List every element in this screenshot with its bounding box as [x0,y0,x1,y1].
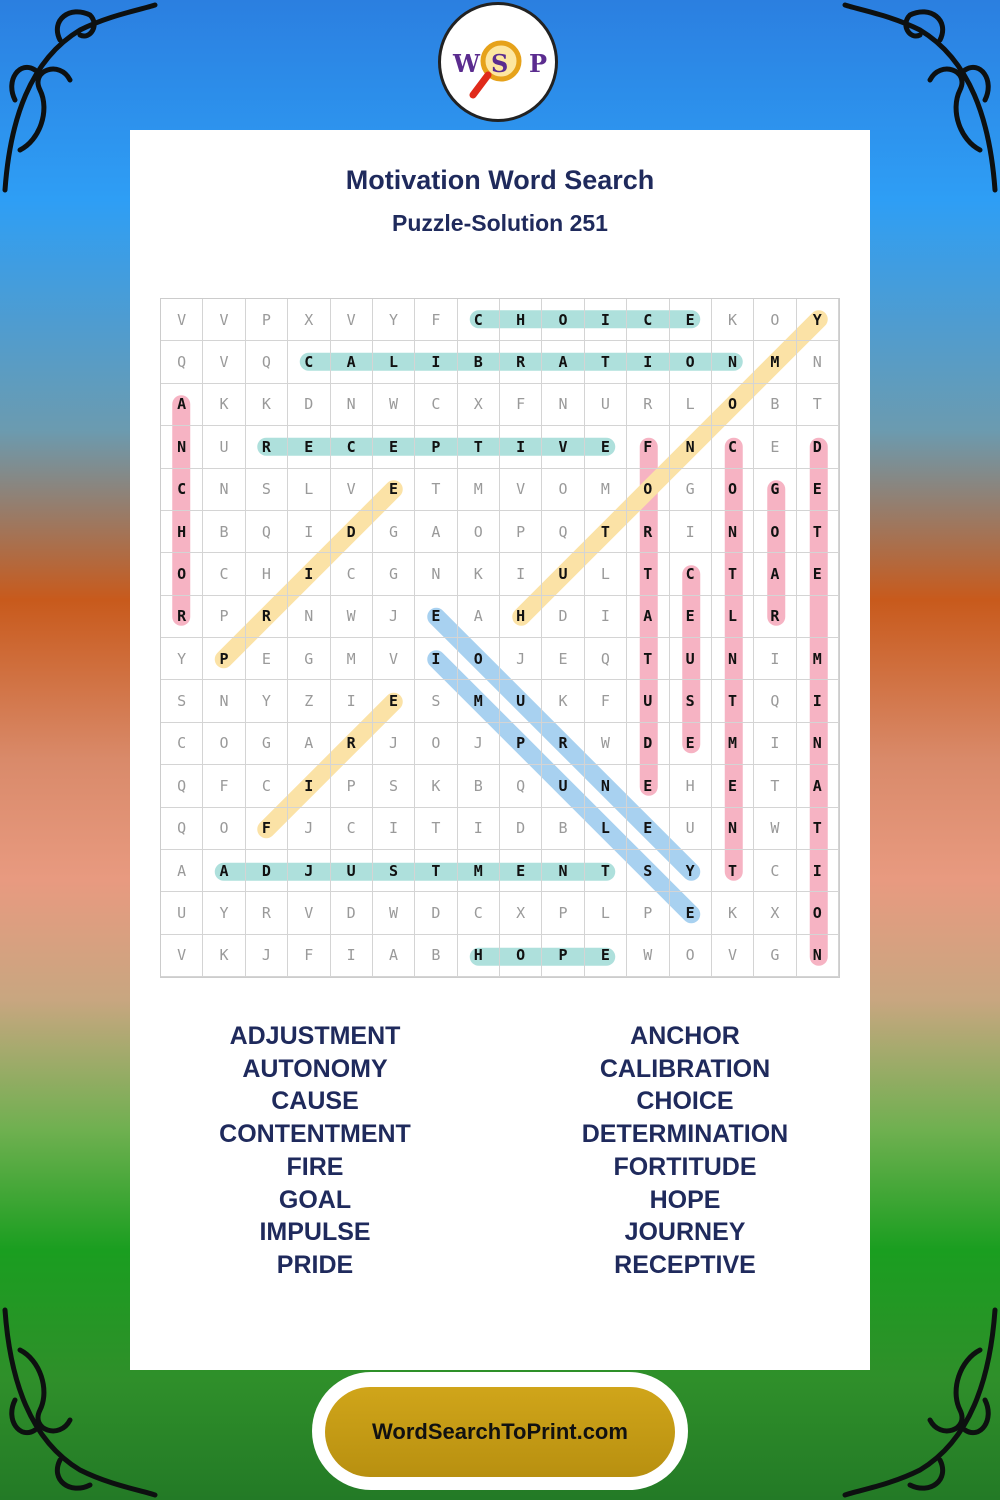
word-list-item: RECEPTIVE [614,1250,756,1279]
grid-cell: K [415,765,457,807]
grid-cell: T [797,511,839,553]
grid-cell: Q [161,808,203,850]
grid-cell: O [627,469,669,511]
grid-cell: S [161,680,203,722]
word-list [130,1020,870,1282]
grid-cell: N [797,935,839,977]
grid-cell: A [203,850,245,892]
grid-cell: C [161,723,203,765]
word-list-item: AUTONOMY [242,1054,388,1083]
grid-cell: C [288,341,330,383]
grid-cell: O [670,341,712,383]
grid-cell: S [373,765,415,807]
grid-cell: A [458,596,500,638]
word-list-item: GOAL [278,1185,352,1214]
grid-cell: I [754,723,796,765]
grid-cell: E [670,596,712,638]
grid-cell: O [670,935,712,977]
grid-cell: O [754,299,796,341]
grid-cell: D [797,426,839,468]
grid-cell: N [203,469,245,511]
site-logo[interactable] [438,2,558,122]
grid-cell [797,596,839,638]
grid-cell: N [161,426,203,468]
grid-cell: K [712,299,754,341]
grid-cell: O [754,511,796,553]
word-list-item: PRIDE [276,1250,354,1279]
grid-cell: R [161,596,203,638]
grid-cell: M [458,850,500,892]
grid-cell: L [585,892,627,934]
grid-cell: Q [754,680,796,722]
grid-cell: E [542,638,584,680]
grid-cell: C [415,384,457,426]
grid-cell: U [161,892,203,934]
grid-cell: S [627,850,669,892]
grid-cell: L [373,341,415,383]
grid-cell: N [797,341,839,383]
grid-cell: F [500,384,542,426]
grid-cell: V [161,935,203,977]
grid-cell: E [797,553,839,595]
grid-cell: R [331,723,373,765]
grid-cell: E [373,680,415,722]
grid-cell: E [627,808,669,850]
grid-cell: T [712,850,754,892]
grid-cell: I [415,638,457,680]
grid-cell: V [288,892,330,934]
grid-cell: V [331,469,373,511]
grid-cell: Y [203,892,245,934]
grid-cell: W [627,935,669,977]
grid-cell: Q [161,341,203,383]
grid-cell: F [627,426,669,468]
grid-cell: V [331,299,373,341]
grid-cell: X [288,299,330,341]
grid-cell: D [331,892,373,934]
grid-cell: P [415,426,457,468]
grid-cell: G [670,469,712,511]
grid-cell: A [161,850,203,892]
grid-cell: I [627,341,669,383]
grid-cell: P [627,892,669,934]
grid-cell: N [712,511,754,553]
grid-cell: M [712,723,754,765]
grid-cell: R [246,426,288,468]
grid-cell: Y [246,680,288,722]
grid-cell: U [331,850,373,892]
grid-cell: I [797,850,839,892]
grid-cell: D [500,808,542,850]
grid-cell: S [246,469,288,511]
grid-cell: R [500,341,542,383]
grid-cell: C [754,850,796,892]
grid-cell: G [246,723,288,765]
grid-cell: H [246,553,288,595]
grid-cell: E [585,426,627,468]
word-list-item: DETERMINATION [581,1120,789,1149]
grid-cell: I [288,765,330,807]
grid-cell: P [542,892,584,934]
grid-cell: O [161,553,203,595]
word-list-item: CONTENTMENT [219,1120,411,1149]
grid-cell: I [754,638,796,680]
grid-cell: T [627,638,669,680]
grid-cell: B [542,808,584,850]
grid-cell: A [754,553,796,595]
grid-cell: E [670,892,712,934]
grid-cell: Y [161,638,203,680]
grid-cell: Q [246,511,288,553]
grid-cell: C [331,553,373,595]
grid-cell: D [415,892,457,934]
grid-cell: N [585,765,627,807]
grid-cell: C [670,553,712,595]
grid-cell: Q [246,341,288,383]
grid-cell: R [542,723,584,765]
grid-cell: M [331,638,373,680]
grid-cell: C [627,299,669,341]
grid-cell: T [627,553,669,595]
grid-cell: V [203,299,245,341]
grid-cell: T [585,511,627,553]
grid-cell: P [203,596,245,638]
grid-cell: G [288,638,330,680]
grid-cell: B [458,765,500,807]
grid-cell: B [415,935,457,977]
grid-cell: H [500,596,542,638]
page-title: Motivation Word Search [345,165,655,195]
grid-cell: E [373,469,415,511]
grid-cell: T [585,850,627,892]
grid-cell: U [500,680,542,722]
grid-cell: I [288,511,330,553]
grid-cell: L [585,808,627,850]
grid-cell: R [246,892,288,934]
grid-cell: J [373,596,415,638]
grid-cell: P [246,299,288,341]
grid-cell: U [203,426,245,468]
grid-cell: Q [542,511,584,553]
grid-cell: L [585,553,627,595]
word-list-item: JOURNEY [624,1218,746,1247]
grid-cell: I [585,299,627,341]
grid-cell: T [754,765,796,807]
grid-cell: V [500,469,542,511]
grid-cell: V [161,299,203,341]
grid-cell: F [288,935,330,977]
grid-cell: T [458,426,500,468]
grid-cell: P [203,638,245,680]
grid-cell: K [246,384,288,426]
grid-cell: J [288,808,330,850]
grid-cell: N [712,808,754,850]
grid-cell: L [670,384,712,426]
grid-cell: X [500,892,542,934]
grid-cell: L [288,469,330,511]
grid-cell: I [458,808,500,850]
grid-cell: P [500,511,542,553]
grid-cell: E [288,426,330,468]
grid-cell: U [542,553,584,595]
grid-cell: W [754,808,796,850]
grid-cell: A [331,341,373,383]
grid-cell: C [712,426,754,468]
grid-cell: N [288,596,330,638]
grid-cell: E [500,850,542,892]
grid-cell: O [712,469,754,511]
grid-cell: H [458,935,500,977]
grid-cell: M [458,680,500,722]
grid-cell: A [288,723,330,765]
grid-cell: T [797,808,839,850]
grid-cell: U [585,384,627,426]
word-list-item: IMPULSE [259,1218,371,1247]
grid-cell: E [670,299,712,341]
grid-cell: T [415,469,457,511]
grid-cell: Z [288,680,330,722]
grid-cell: B [754,384,796,426]
grid-cell: U [670,638,712,680]
word-list-item: CALIBRATION [599,1054,771,1083]
grid-cell: N [415,553,457,595]
grid-cell: T [585,341,627,383]
grid-cell: D [288,384,330,426]
grid-cell: V [373,638,415,680]
grid-cell: T [712,553,754,595]
grid-cell: K [712,892,754,934]
grid-cell: L [712,596,754,638]
grid-cell: I [670,511,712,553]
grid-cell: A [161,384,203,426]
grid-cell: N [542,384,584,426]
grid-cell: K [203,384,245,426]
grid-cell: K [458,553,500,595]
grid-cell: C [331,426,373,468]
word-list-item: FORTITUDE [613,1152,757,1181]
grid-cell: H [670,765,712,807]
grid-cell: O [542,469,584,511]
grid-cell: A [542,341,584,383]
grid-cell: M [585,469,627,511]
grid-cell: G [754,935,796,977]
grid-cell: U [670,808,712,850]
grid-cell: E [373,426,415,468]
logo-letter-w: W [453,49,480,78]
grid-cell: D [627,723,669,765]
grid-cell: G [373,553,415,595]
grid-cell: H [161,511,203,553]
grid-cell: U [627,680,669,722]
grid-cell: W [373,384,415,426]
grid-cell: D [331,511,373,553]
grid-cell: E [415,596,457,638]
grid-cell: S [415,680,457,722]
grid-cell: N [797,723,839,765]
logo-letter-p: P [529,49,548,78]
grid-cell: Y [373,299,415,341]
grid-cell: I [500,553,542,595]
grid-cell: S [373,850,415,892]
grid-cell: T [712,680,754,722]
grid-cell: J [458,723,500,765]
grid-cell: I [797,680,839,722]
grid-cell: B [458,341,500,383]
grid-cell: A [627,596,669,638]
grid-cell: T [415,850,457,892]
grid-cell: W [331,596,373,638]
grid-cell: O [542,299,584,341]
grid-cell: J [246,935,288,977]
grid-cell: V [203,341,245,383]
grid-cell: F [203,765,245,807]
grid-cell: E [712,765,754,807]
grid-cell: P [331,765,373,807]
grid-cell: R [754,596,796,638]
grid-cell: D [246,850,288,892]
grid-cell: O [203,723,245,765]
grid-cell: M [797,638,839,680]
word-list-item: ADJUSTMENT [229,1022,401,1050]
grid-cell: I [331,935,373,977]
grid-cell: V [542,426,584,468]
grid-cell: E [797,469,839,511]
grid-cell: N [203,680,245,722]
grid-cell: E [754,426,796,468]
grid-cell: X [458,384,500,426]
grid-cell: I [500,426,542,468]
grid-cell: O [415,723,457,765]
grid-cell: I [288,553,330,595]
word-list-item: HOPE [649,1185,721,1214]
grid-cell: D [542,596,584,638]
grid-cell: N [331,384,373,426]
grid-cell: J [500,638,542,680]
grid-cell: X [754,892,796,934]
grid-cell: A [797,765,839,807]
grid-cell: F [415,299,457,341]
grid-cell: O [458,638,500,680]
grid-cell: O [458,511,500,553]
grid-cell: J [373,723,415,765]
grid-cell: C [458,892,500,934]
grid-cell: W [585,723,627,765]
grid-cell: K [542,680,584,722]
grid-cell: P [500,723,542,765]
grid-cell: E [627,765,669,807]
grid-cell: C [161,469,203,511]
grid-cell: C [203,553,245,595]
grid-cell: N [542,850,584,892]
grid-cell: Y [797,299,839,341]
grid-cell: C [331,808,373,850]
grid-cell: I [585,596,627,638]
letter-grid [160,298,840,978]
grid-cell: J [288,850,330,892]
grid-cell: G [754,469,796,511]
word-list-item: FIRE [286,1152,344,1181]
grid-cell: B [203,511,245,553]
grid-cell: G [373,511,415,553]
grid-cell: R [246,596,288,638]
grid-cell: I [331,680,373,722]
grid-cell: S [670,680,712,722]
grid-cell: O [797,892,839,934]
grid-cell: C [458,299,500,341]
word-list-item: CHOICE [636,1087,734,1116]
grid-cell: P [542,935,584,977]
grid-cell: Q [161,765,203,807]
grid-cell: V [712,935,754,977]
grid-cell: N [670,426,712,468]
grid-cell: O [712,384,754,426]
grid-cell: Q [585,638,627,680]
grid-cell: Y [670,850,712,892]
grid-cell: C [246,765,288,807]
grid-cell: M [458,469,500,511]
grid-cell: W [373,892,415,934]
grid-cell: M [754,341,796,383]
grid-cell: E [246,638,288,680]
page-subtitle: Puzzle-Solution 251 [392,210,608,236]
grid-cell: I [373,808,415,850]
grid-cell: H [500,299,542,341]
word-list-item: CAUSE [271,1087,359,1116]
word-list-item: ANCHOR [630,1022,740,1050]
grid-cell: O [203,808,245,850]
grid-cell: A [373,935,415,977]
grid-cell: E [585,935,627,977]
grid-cell: T [797,384,839,426]
grid-cell: T [415,808,457,850]
grid-cell: Q [500,765,542,807]
grid-cell: K [203,935,245,977]
grid-cell: F [246,808,288,850]
grid-cell: N [712,341,754,383]
grid-cell: R [627,511,669,553]
logo-letter-s: S [491,49,509,78]
footer-site-link[interactable]: WordSearchToPrint.com [325,1387,675,1477]
grid-cell: R [627,384,669,426]
grid-cell: U [542,765,584,807]
grid-cell: O [500,935,542,977]
grid-cell: A [415,511,457,553]
grid-cell: F [585,680,627,722]
grid-cell: E [670,723,712,765]
grid-cell: N [712,638,754,680]
grid-cell: I [415,341,457,383]
